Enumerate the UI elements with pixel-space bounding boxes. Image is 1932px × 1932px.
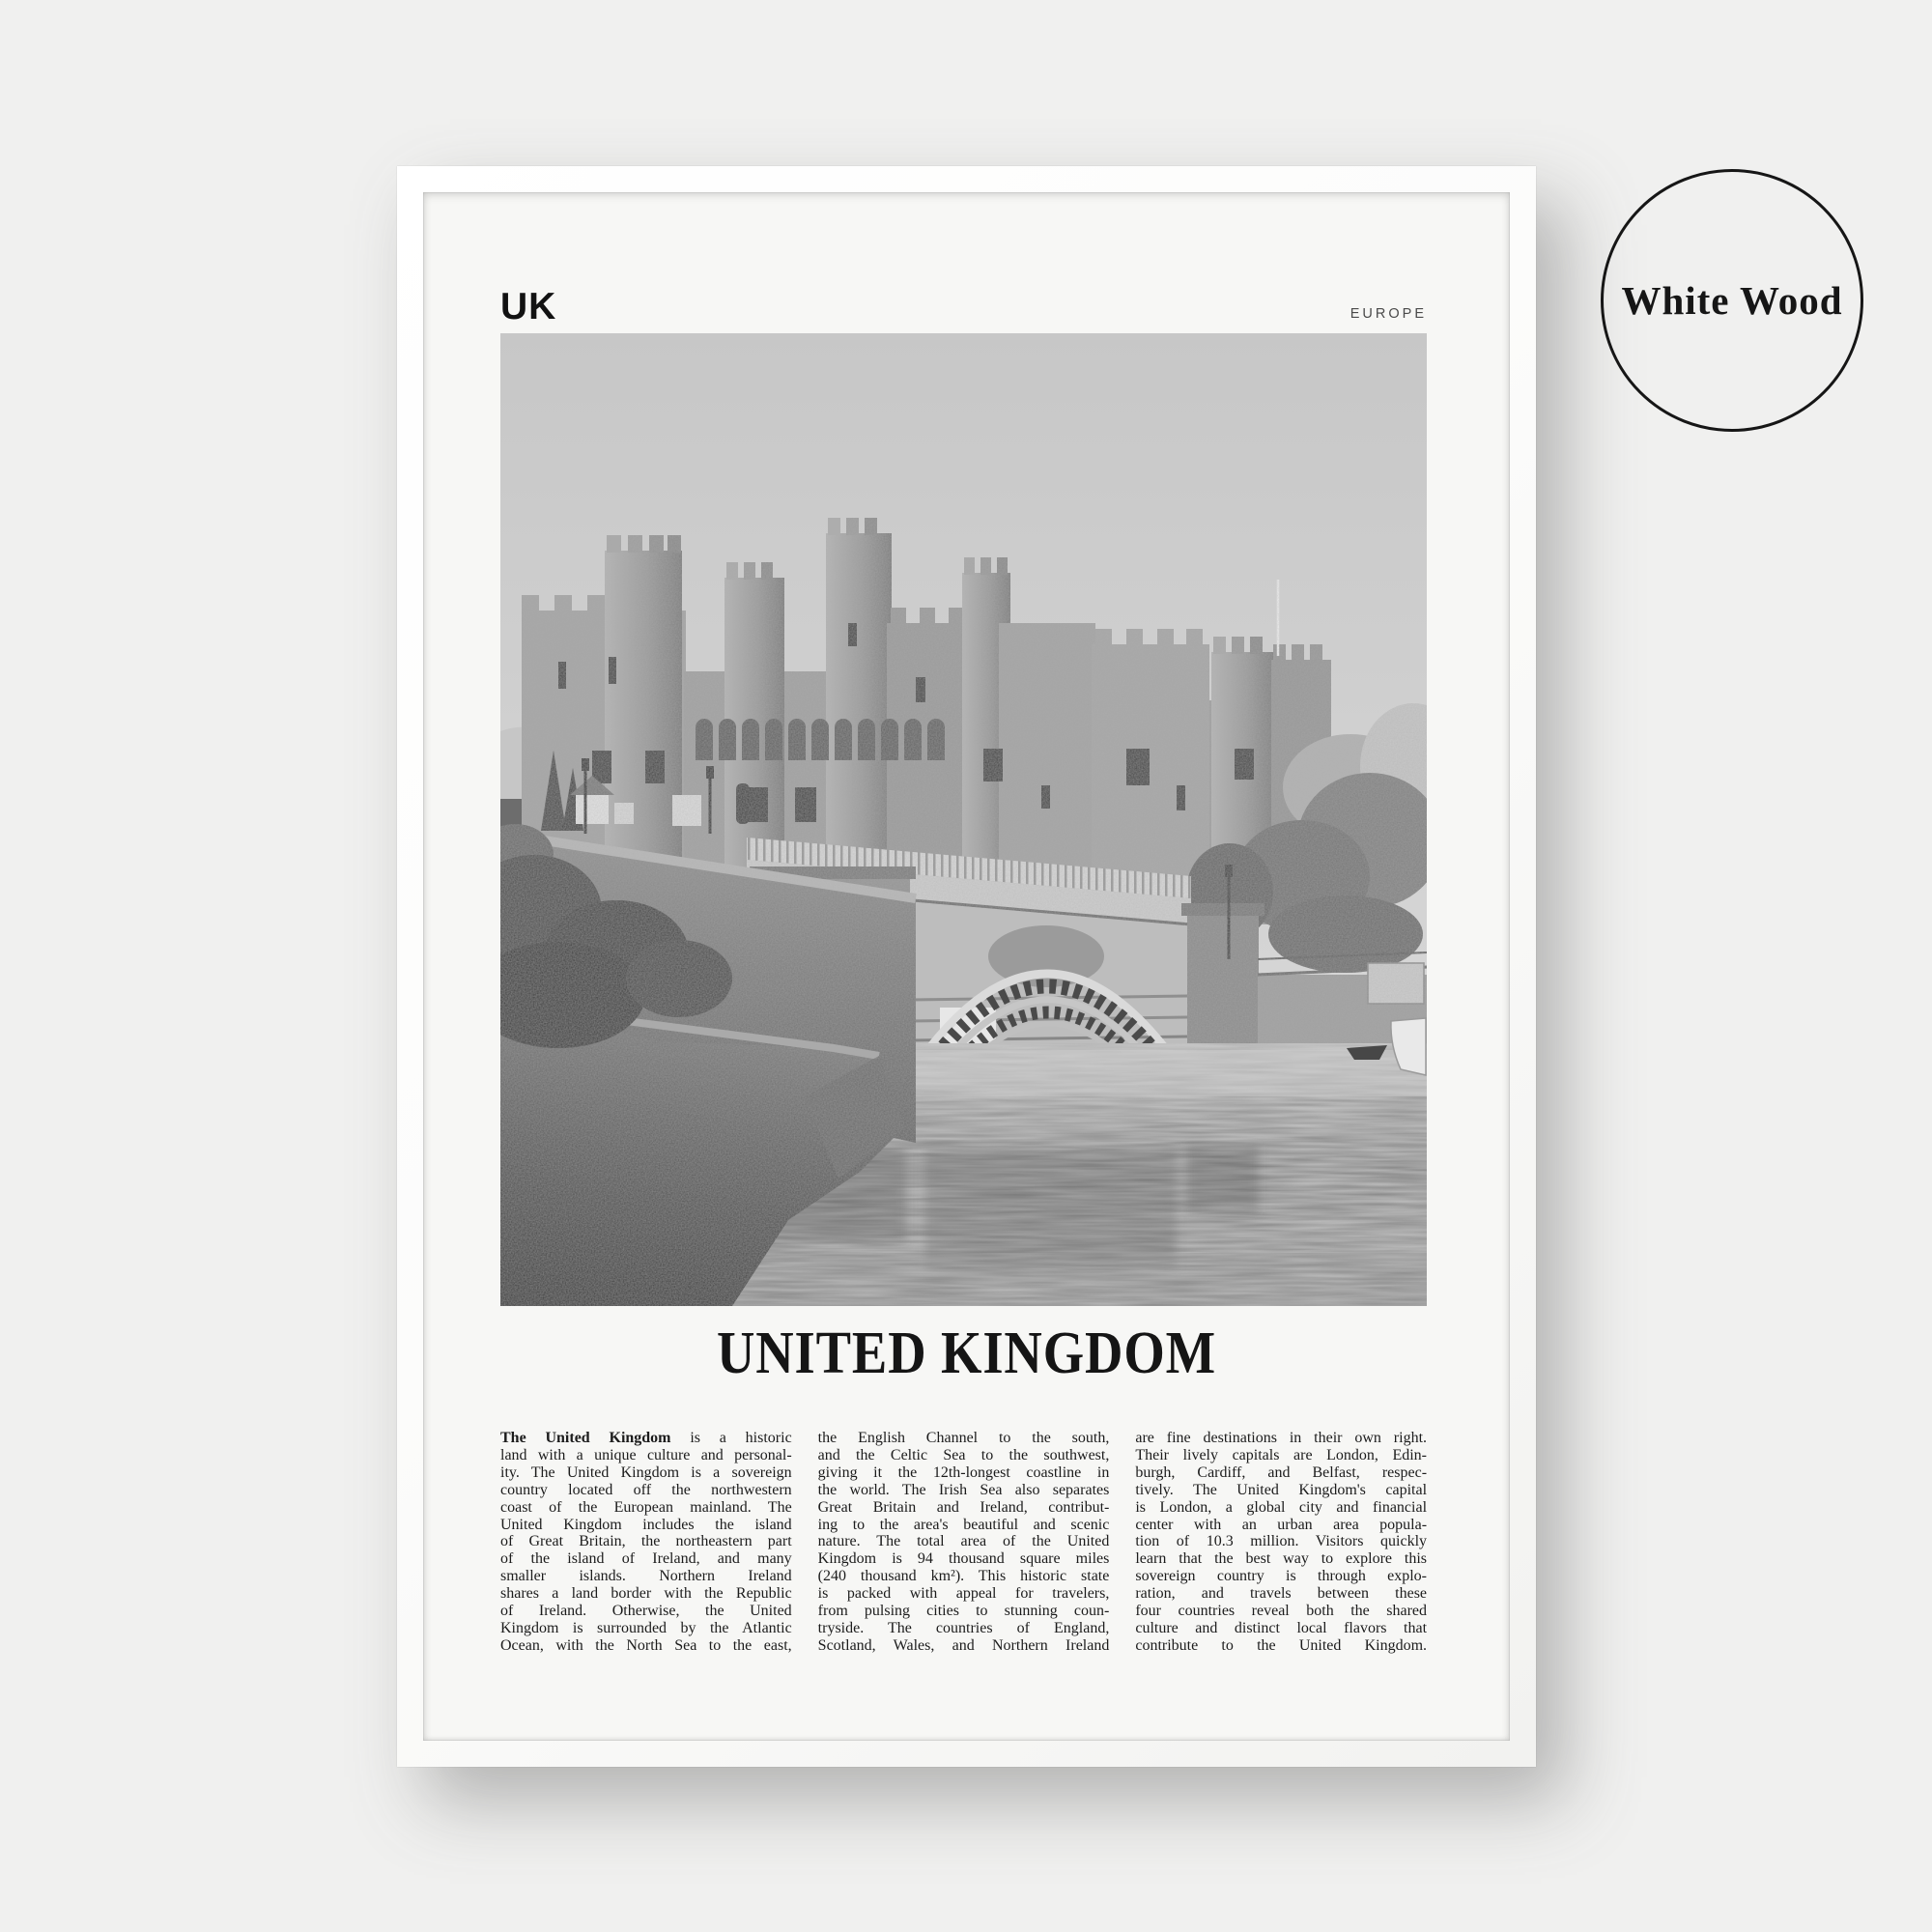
article-line: country located off the northwestern: [500, 1481, 792, 1498]
article-line: learn that the best way to explore this: [1135, 1550, 1428, 1568]
article-line: four countries reveal both the shared: [1135, 1603, 1428, 1620]
article-lead-rest: is a historic: [670, 1430, 792, 1446]
article-line: Kingdom is 94 thousand square miles: [817, 1550, 1110, 1568]
article-lead-bold: The United Kingdom: [500, 1430, 671, 1446]
badge-label: White Wood: [1621, 278, 1843, 323]
article-line: are fine destinations in their own right.: [1135, 1430, 1428, 1446]
article-line: of Great Britain, the northeastern part: [500, 1533, 792, 1550]
poster-header: [500, 288, 1427, 326]
article-line: is packed with appeal for travelers,: [817, 1585, 1110, 1603]
article-lead-line: [500, 1430, 792, 1447]
article-line: giving it the 12th-longest coastline in: [817, 1463, 1110, 1481]
article-line: contribute to the United Kingdom.: [1135, 1636, 1428, 1654]
article-line: ration, and travels between these: [1135, 1585, 1428, 1603]
article-line: smaller islands. Northern Ireland: [500, 1568, 792, 1585]
article-line: shares a land border with the Republic: [500, 1585, 792, 1603]
article-line: coast of the European mainland. The: [500, 1498, 792, 1516]
article-line: and the Celtic Sea to the southwest,: [817, 1446, 1110, 1463]
poster-photo: [500, 333, 1427, 1306]
article-line: tively. The United Kingdom's capital: [1135, 1481, 1428, 1498]
article-line: center with an urban area popula-: [1135, 1516, 1428, 1533]
article-line: Kingdom is surrounded by the Atlantic: [500, 1619, 792, 1636]
article-line: culture and distinct local flavors that: [1135, 1619, 1428, 1636]
poster-title: UNITED KINGDOM: [716, 1321, 1217, 1386]
article-line: of Ireland. Otherwise, the United: [500, 1603, 792, 1620]
article-column-2: [818, 1430, 1110, 1655]
gate-turret: [672, 795, 701, 826]
article-column-1: [500, 1430, 792, 1655]
article-line: ity. The United Kingdom is a sovereign: [500, 1463, 792, 1481]
article-line: (240 thousand km²). This historic state: [817, 1568, 1110, 1585]
poster-article: [500, 1430, 1427, 1655]
article-line: United Kingdom includes the island: [500, 1516, 792, 1533]
poster-frame: [397, 166, 1536, 1767]
statue: [736, 783, 750, 824]
castle-photo-illustration: [500, 333, 1427, 1306]
poster-country-code: UK: [500, 286, 557, 327]
article-line: Scotland, Wales, and Northern Ireland: [817, 1636, 1110, 1654]
article-line: the world. The Irish Sea also separates: [817, 1481, 1110, 1498]
article-line: land with a unique culture and personal-: [500, 1446, 792, 1463]
poster: [423, 192, 1510, 1741]
article-line: burgh, Cardiff, and Belfast, respec-: [1135, 1463, 1428, 1481]
article-line: tryside. The countries of England,: [817, 1619, 1110, 1636]
container: [1368, 963, 1424, 1004]
poster-region-label: EUROPE: [1350, 306, 1427, 322]
article-line: is London, a global city and financial: [1135, 1498, 1428, 1516]
article-line: tion of 10.3 million. Visitors quickly: [1135, 1533, 1428, 1550]
article-line: the English Channel to the south,: [817, 1430, 1110, 1446]
article-line: Their lively capitals are London, Edin-: [1135, 1446, 1428, 1463]
article-line: of the island of Ireland, and many: [500, 1550, 792, 1568]
frame-style-badge: [1601, 169, 1863, 432]
article-line: sovereign country is through explo-: [1135, 1568, 1428, 1585]
article-line: ing to the area's beautiful and scenic: [817, 1516, 1110, 1533]
article-column-3: [1135, 1430, 1427, 1655]
cottage: [576, 795, 609, 824]
article-line: Great Britain and Ireland, contribut-: [817, 1498, 1110, 1516]
article-line: Ocean, with the North Sea to the east,: [500, 1636, 792, 1654]
article-line: nature. The total area of the United: [817, 1533, 1110, 1550]
cottage: [614, 803, 634, 824]
article-line: from pulsing cities to stunning coun-: [817, 1603, 1110, 1620]
